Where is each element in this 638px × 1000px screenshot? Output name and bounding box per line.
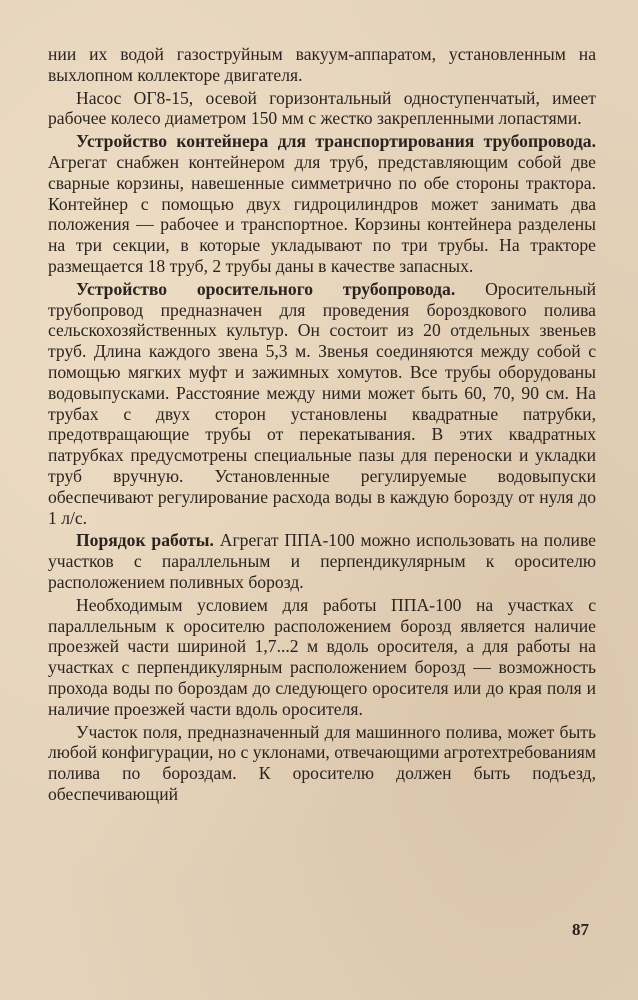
page-body-text <box>48 44 596 805</box>
section-heading-container: Устройство контейнера для транспортирования трубопровода. <box>76 131 596 152</box>
paragraph-text: нии их водой газоструйным вакуум-аппаратом, установленным на выхлопном коллекторе двигателя. <box>48 44 596 85</box>
paragraph-text: Оросительный трубопровод предназначен для проведения бороздкового полива сельскохозяйственных культур. Он состоит из 20 отдельных звеньев труб. Длина каждого звена 5,3 м. Звенья соединяются между собой с помощью мягких муфт и зажимных хомутов. Все трубы оборудованы водовыпусками. Расстояние между ними может быть 60, 70, 90 см. На трубах с двух сторон установлены квадратные патрубки, предотвращающие трубы от перекатывания. В этих квадратных патрубках предусмотрены специальные пазы для переноски и укладки труб вручную. Установленные регулируемые водовыпуски обеспечивают регулирование расхода воды в каждую борозду от нуля до 1 л/с. <box>48 278 596 528</box>
paragraph-operating-procedure <box>48 530 596 592</box>
paragraph-field-plot <box>48 722 596 805</box>
section-heading-pipeline: Устройство оросительного трубопровода. <box>76 278 456 299</box>
paragraph-vacuum-apparatus <box>48 44 596 86</box>
paragraph-text: Насос ОГ8-15, осевой горизонтальный одноступенчатый, имеет рабочее колесо диаметром 150 мм с жестко закрепленными лопастями. <box>48 87 596 129</box>
paragraph-container-device <box>48 131 596 277</box>
paragraph-text: Необходимым условием для работы ППА-100 на участках с параллельным к оросителю расположением борозд является наличие проезжей части шириной 1,7...2 м вдоль оросителя, а для работы на участках с перпендикулярным расположением борозд — возможность прохода воды по бороздам до следующего оросителя или до края поля и наличие проезжей части вдоль оросителя. <box>48 594 596 719</box>
page-number: 87 <box>572 920 589 939</box>
paragraph-irrigation-pipeline <box>48 279 596 529</box>
paragraph-pump-description <box>48 88 596 130</box>
section-heading-procedure: Порядок работы. <box>76 530 214 551</box>
paragraph-text: Агрегат ППА-100 можно использовать на поливе участков с параллельным и перпендикулярным к оросителю расположением поливных борозд. <box>48 530 596 592</box>
paragraph-text: Агрегат снабжен контейнером для труб, представляющим собой две сварные корзины, навешенные симметрично по обе стороны трактора. Контейнер с помощью двух гидроцилиндров может занимать два положения — рабочее и транспортное. Корзины контейнера разделены на три секции, в которые укладывают по три трубы. На тракторе размещается 18 труб, 2 трубы даны в качестве запасных. <box>48 151 596 276</box>
paragraph-text: Участок поля, предназначенный для машинного полива, может быть любой конфигурации, но с уклонами, отвечающими агротехтребованиям полива по бороздам. К оросителю должен быть подъезд, обеспечивающий <box>48 721 596 804</box>
paragraph-required-conditions <box>48 595 596 720</box>
